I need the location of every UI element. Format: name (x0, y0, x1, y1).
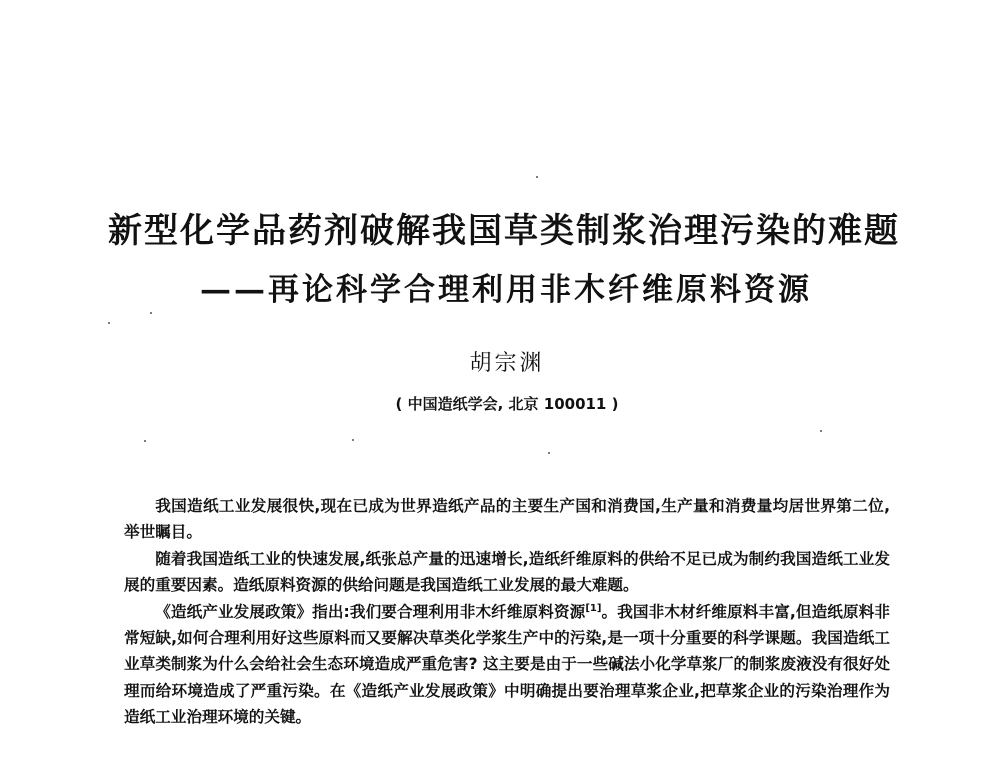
body-text (124, 493, 890, 731)
scan-speck (536, 176, 538, 178)
scan-speck (548, 452, 550, 454)
paper-subtitle: ——再论科学合理利用非木纤维原料资源 (200, 272, 812, 308)
scan-speck (144, 440, 146, 442)
scan-speck (150, 312, 152, 314)
author-affiliation: ( 中国造纸学会, 北京 100011 ) (395, 395, 619, 413)
scan-speck (352, 439, 354, 441)
scan-speck (108, 322, 110, 324)
paragraph-3-text-before-ref: 《造纸产业发展政策》指出:我们要合理利用非木纤维原料资源 (155, 602, 586, 621)
paragraph-1: 我国造纸工业发展很快,现在已成为世界造纸产品的主要生产国和消费国,生产量和消费量均居世界第二位,举世瞩目。 (124, 497, 890, 542)
scan-speck (820, 430, 822, 432)
paper-title: 新型化学品药剂破解我国草类制浆治理污染的难题 (108, 211, 900, 251)
citation-ref-1: [1] (585, 602, 602, 614)
paragraph-3-text-after-ref: 。我国非木材纤维原料丰富,但造纸原料非常短缺,如何合理利用好这些原料而又要解决草类化学浆生产中的污染,是一项十分重要的科学课题。我国造纸工业草类制浆为什么会给社会生态环境造成严重危害? 这主要是由于一些碱法小化学草浆厂的制浆废液没有很好处理而给环境造成了严重污染。在《造纸产业发展政策》中明确提出要治理草浆企业,把草浆企业的污染治理作为造纸工业治理环境的关键。 (124, 602, 890, 727)
paragraph-3 (124, 599, 890, 731)
title-block (0, 208, 1000, 312)
author-name: 胡宗渊 (469, 351, 545, 376)
paragraph-2: 随着我国造纸工业的快速发展,纸张总产量的迅速增长,造纸纤维原料的供给不足已成为制约我国造纸工业发展的重要因素。造纸原料资源的供给问题是我国造纸工业发展的最大难题。 (124, 549, 890, 595)
